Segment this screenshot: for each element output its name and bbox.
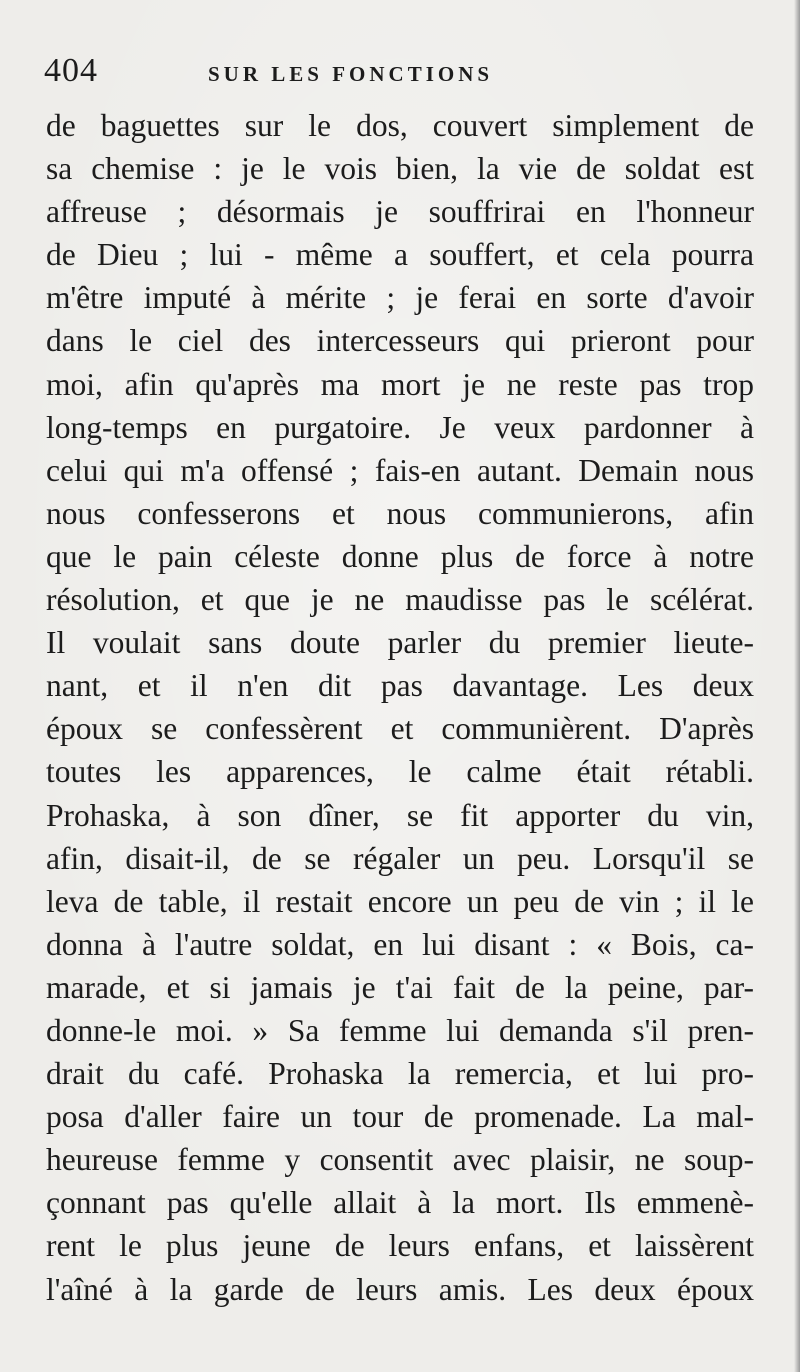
text-line: nant, et il n'en dit pas davantage. Les deux — [46, 668, 754, 704]
text-line: afin, disait-il, de se régaler un peu. Lorsqu'il se — [46, 840, 754, 876]
text-line: que le pain céleste donne plus de force à notre — [46, 538, 754, 574]
text-line: de Dieu ; lui - même a souffert, et cela pourra — [46, 237, 754, 273]
text-line: donna à l'autre soldat, en lui disant : « Bois, ca- — [46, 926, 754, 962]
text-line: rent le plus jeune de leurs enfans, et laissèrent — [46, 1228, 754, 1264]
text-line: çonnant pas qu'elle allait à la mort. Ils emmenè- — [46, 1185, 754, 1221]
text-line: Il voulait sans doute parler du premier lieute- — [46, 625, 754, 661]
text-line: l'aîné à la garde de leurs amis. Les deux époux — [46, 1271, 754, 1307]
text-line: sa chemise : je le vois bien, la vie de soldat est — [46, 151, 754, 187]
text-line: toutes les apparences, le calme était rétabli. — [46, 754, 754, 790]
text-line: long-temps en purgatoire. Je veux pardonner à — [46, 409, 754, 445]
text-line: moi, afin qu'après ma mort je ne reste pas trop — [46, 366, 754, 402]
running-title: SUR LES FONCTIONS — [208, 62, 494, 86]
text-line: affreuse ; désormais je souffrirai en l'honneur — [46, 194, 754, 230]
text-line: époux se confessèrent et communièrent. D'après — [46, 711, 754, 747]
text-line: leva de table, il restait encore un peu de vin ; il le — [46, 883, 754, 919]
text-line: Prohaska, à son dîner, se fit apporter du vin, — [46, 797, 754, 833]
text-line: celui qui m'a offensé ; fais-en autant. Demain nous — [46, 452, 754, 488]
text-line: donne-le moi. » Sa femme lui demanda s'il pren- — [46, 1012, 754, 1048]
text-line: posa d'aller faire un tour de promenade. La mal- — [46, 1099, 754, 1135]
text-line: dans le ciel des intercesseurs qui prieront pour — [46, 323, 754, 359]
text-line: de baguettes sur le dos, couvert simplement de — [46, 108, 754, 143]
page-number: 404 — [44, 52, 98, 89]
text-line: m'être imputé à mérite ; je ferai en sorte d'avoir — [46, 280, 754, 316]
page-header — [44, 52, 764, 92]
text-line: drait du café. Prohaska la remercia, et lui pro- — [46, 1056, 754, 1092]
page-edge-shadow — [794, 0, 800, 1372]
text-line: heureuse femme y consentit avec plaisir, ne soup- — [46, 1142, 754, 1178]
text-line: résolution, et que je ne maudisse pas le scélérat. — [46, 582, 754, 618]
body-text — [46, 104, 754, 1311]
text-line: nous confesserons et nous communierons, afin — [46, 495, 754, 531]
text-line: marade, et si jamais je t'ai fait de la peine, par- — [46, 969, 754, 1005]
